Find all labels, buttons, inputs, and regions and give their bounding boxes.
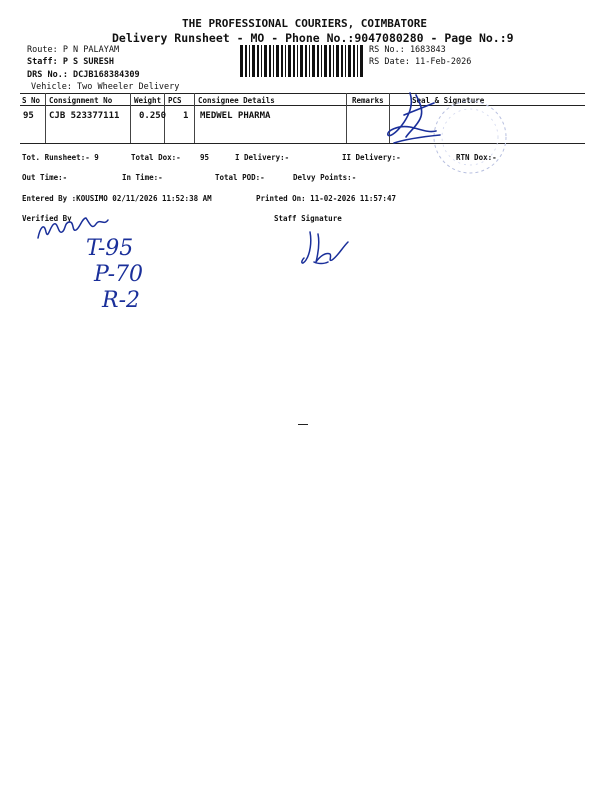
- barcode-bar: [285, 45, 286, 77]
- barcode-bar: [249, 45, 250, 77]
- barcode-bar: [240, 45, 243, 77]
- rs-date: RS Date: 11-Feb-2026: [369, 57, 472, 67]
- barcode-bar: [309, 45, 310, 77]
- col-header-seal-signature: Seal & Signature: [412, 96, 485, 105]
- barcode-image: [240, 45, 366, 77]
- staff-signature-label: Staff Signature: [274, 214, 342, 223]
- col-header-sno: S No: [22, 96, 41, 105]
- handwritten-total: T-95: [86, 236, 134, 261]
- col-header-consignee: Consignee Details: [198, 96, 275, 105]
- ii-delivery: II Delivery:-: [342, 153, 401, 162]
- barcode-bar: [341, 45, 343, 77]
- barcode-bar: [329, 45, 331, 77]
- barcode-bar: [305, 45, 307, 77]
- barcode-bar: [281, 45, 283, 77]
- route-label: Route: P N PALAYAM: [27, 45, 120, 55]
- barcode-bar: [317, 45, 319, 77]
- col-separator: [130, 93, 131, 143]
- entered-by: Entered By :KOUSIMO 02/11/2026 11:52:38 AM: [22, 194, 212, 203]
- barcode-bar: [264, 45, 267, 77]
- barcode-bar: [293, 45, 295, 77]
- barcode-bar: [261, 45, 262, 77]
- barcode-bar: [321, 45, 322, 77]
- handwritten-pod: P-70: [94, 262, 144, 287]
- row-consignee: MEDWEL PHARMA: [200, 111, 271, 121]
- rs-number: RS No.: 1683843: [369, 45, 446, 55]
- barcode-bar: [288, 45, 291, 77]
- barcode-bar: [300, 45, 303, 77]
- company-name: THE PROFESSIONAL COURIERS, COIMBATORE: [182, 17, 428, 30]
- vehicle-label: Vehicle: Two Wheeler Delivery: [31, 82, 180, 92]
- row-consignment: CJB 523377111: [49, 111, 120, 121]
- total-dox-value: 95: [200, 153, 210, 162]
- in-time: In Time:-: [122, 173, 163, 182]
- barcode-bar: [333, 45, 334, 77]
- staff-label: Staff: P S SURESH: [27, 57, 114, 67]
- barcode-bar: [348, 45, 351, 77]
- drs-number: DRS No.: DCJB168384309: [27, 70, 140, 80]
- barcode-bar: [312, 45, 315, 77]
- barcode-bar: [336, 45, 339, 77]
- runsheet-subtitle: Delivery Runsheet - MO - Phone No.:9047080280 - Page No.:9: [112, 31, 514, 45]
- table-top-rule: [20, 93, 585, 94]
- handwritten-return: R-2: [102, 288, 140, 313]
- col-separator: [45, 93, 46, 143]
- barcode-bar: [353, 45, 355, 77]
- out-time: Out Time:-: [22, 173, 68, 182]
- row-pcs: 1: [183, 111, 189, 121]
- barcode-bar: [324, 45, 327, 77]
- tot-runsheet: Tot. Runsheet:- 9: [22, 153, 99, 162]
- col-separator: [346, 93, 347, 143]
- col-header-remarks: Remarks: [352, 96, 384, 105]
- barcode-bar: [345, 45, 346, 77]
- verified-by-label: Verified By: [22, 214, 72, 223]
- barcode-bar: [269, 45, 271, 77]
- barcode-bar: [360, 45, 363, 77]
- delvy-points: Delvy Points:-: [293, 173, 357, 182]
- row-weight: 0.250: [139, 111, 167, 121]
- col-header-consignment: Consignment No: [49, 96, 113, 105]
- i-delivery: I Delivery:-: [235, 153, 290, 162]
- col-header-weight: Weight: [134, 96, 162, 105]
- barcode-bar: [357, 45, 358, 77]
- barcode-bar: [276, 45, 279, 77]
- total-dox-label: Total Dox:-: [131, 153, 181, 162]
- row-sno: 95: [23, 111, 34, 121]
- col-header-pcs: PCS: [168, 96, 182, 105]
- barcode-bar: [297, 45, 298, 77]
- barcode-bar: [252, 45, 255, 77]
- staff-signature-icon: [296, 222, 356, 272]
- barcode-bar: [245, 45, 247, 77]
- col-separator: [194, 93, 195, 143]
- receiver-signature-icon: [380, 85, 460, 155]
- stray-mark: [298, 424, 308, 425]
- rtn-dox: RTN Dox:-: [456, 153, 497, 162]
- barcode-bar: [257, 45, 259, 77]
- printed-on: Printed On: 11-02-2026 11:57:47: [256, 194, 396, 203]
- total-pod: Total POD:-: [215, 173, 265, 182]
- barcode-bar: [273, 45, 274, 77]
